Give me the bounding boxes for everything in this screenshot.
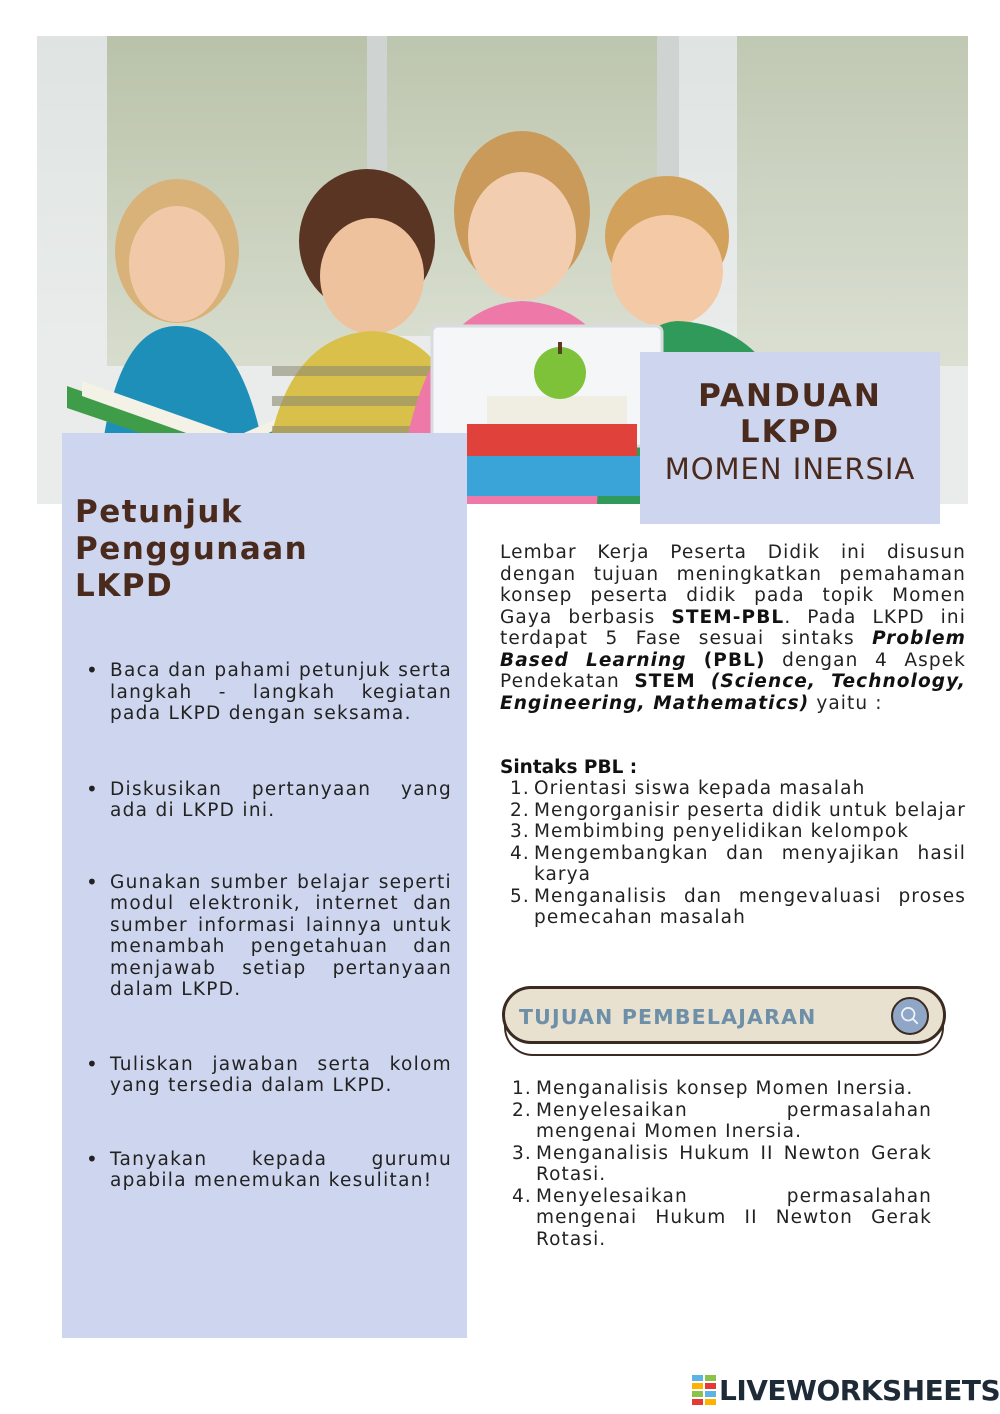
intro-bold-italic: Problem Based Learning (500, 628, 966, 671)
pbl-syntax-item (510, 821, 966, 843)
intro-bold: STEM-PBL (671, 606, 785, 628)
item-number: 2. (512, 1099, 532, 1121)
title-card (640, 352, 940, 524)
instructions-title (75, 494, 308, 605)
intro-text: . Pada LKPD ini terdapat 5 Fase sesuai sintaks (500, 606, 966, 649)
liveworksheets-logo[interactable] (692, 1372, 1000, 1408)
banner-label: TUJUAN PEMBELAJARAN (519, 1005, 817, 1029)
item-number: 1. (510, 778, 530, 799)
item-text: Orientasi siswa kepada masalah (534, 778, 866, 799)
instructions-title-line: LKPD (75, 568, 174, 604)
title-line-3: MOMEN INERSIA (664, 452, 916, 486)
pbl-syntax-list (510, 778, 966, 929)
objective-item (512, 1078, 932, 1100)
pbl-syntax-heading: Sintaks PBL : (500, 757, 638, 778)
instruction-item: • Tanyakan kepada gurumu apabila menemukan kesulitan! (86, 1149, 452, 1192)
item-number: 3. (512, 1142, 532, 1164)
intro-text: dengan 4 Aspek Pendekatan (500, 649, 966, 692)
objective-item (512, 1143, 932, 1186)
item-number: 4. (510, 842, 530, 864)
instructions-title-line: Penggunaan (75, 531, 309, 567)
title-line-1: PANDUAN (698, 378, 882, 414)
search-icon (891, 997, 929, 1035)
pbl-syntax-item (510, 843, 966, 886)
item-text: Mengembangkan dan menyajikan hasil karya (534, 842, 966, 885)
learning-objectives-banner (502, 986, 946, 1058)
intro-text: yaitu : (809, 692, 883, 714)
banner-pill (502, 986, 946, 1044)
item-number: 1. (512, 1078, 532, 1099)
instruction-item: • Tuliskan jawaban serta kolom yang tersedia dalam LKPD. (86, 1054, 452, 1097)
item-text: Menyelesaikan permasalahan mengenai Hukum II Newton Gerak Rotasi. (536, 1185, 932, 1250)
item-text: Menganalisis konsep Momen Inersia. (536, 1078, 914, 1099)
instruction-item: • Baca dan pahami petunjuk serta langkah - langkah kegiatan pada LKPD dengan seksama. (86, 660, 452, 725)
pbl-syntax-item (510, 886, 966, 929)
item-text: Menyelesaikan permasalahan mengenai Momen Inersia. (536, 1099, 932, 1142)
instructions-title-line: Petunjuk (75, 494, 244, 530)
item-text: Menganalisis dan mengevaluasi proses pemecahan masalah (534, 885, 966, 928)
liveworksheets-logo-icon (692, 1375, 716, 1405)
instruction-item: • Diskusikan pertanyaan yang ada di LKPD ini. (86, 779, 452, 822)
intro-bold: STEM (634, 671, 711, 692)
title-line-2: LKPD (739, 414, 841, 450)
intro-bold-italic: (Science, Technology, Engineering, Mathematics) (500, 671, 966, 714)
item-number: 5. (510, 885, 530, 907)
objective-item (512, 1100, 932, 1143)
item-number: 4. (512, 1185, 532, 1207)
item-number: 3. (510, 821, 530, 842)
item-text: Mengorganisir peserta didik untuk belajar (534, 799, 967, 821)
intro-text: Lembar Kerja Peserta Didik ini disusun dengan tujuan meningkatkan pemahaman konsep peserta didik pada topik Momen Gaya berbasis (500, 542, 966, 628)
instruction-item: • Gunakan sumber belajar seperti modul elektronik, internet dan sumber informasi lainnya untuk menambah pengetahuan dan menjawab setiap pertanyaan dalam LKPD. (86, 872, 452, 1001)
item-text: Menganalisis Hukum II Newton Gerak Rotasi. (536, 1142, 932, 1185)
intro-bold: (PBL) (686, 649, 766, 671)
intro-paragraph (500, 542, 966, 714)
learning-objectives-list (512, 1078, 932, 1250)
instructions-list (86, 660, 452, 1192)
item-number: 2. (510, 799, 530, 821)
pbl-syntax-item (510, 800, 966, 822)
pbl-syntax-item (510, 778, 966, 800)
objective-item (512, 1186, 932, 1251)
item-text: Membimbing penyelidikan kelompok (534, 821, 910, 842)
liveworksheets-wordmark: LIVEWORKSHEETS (719, 1373, 1000, 1407)
